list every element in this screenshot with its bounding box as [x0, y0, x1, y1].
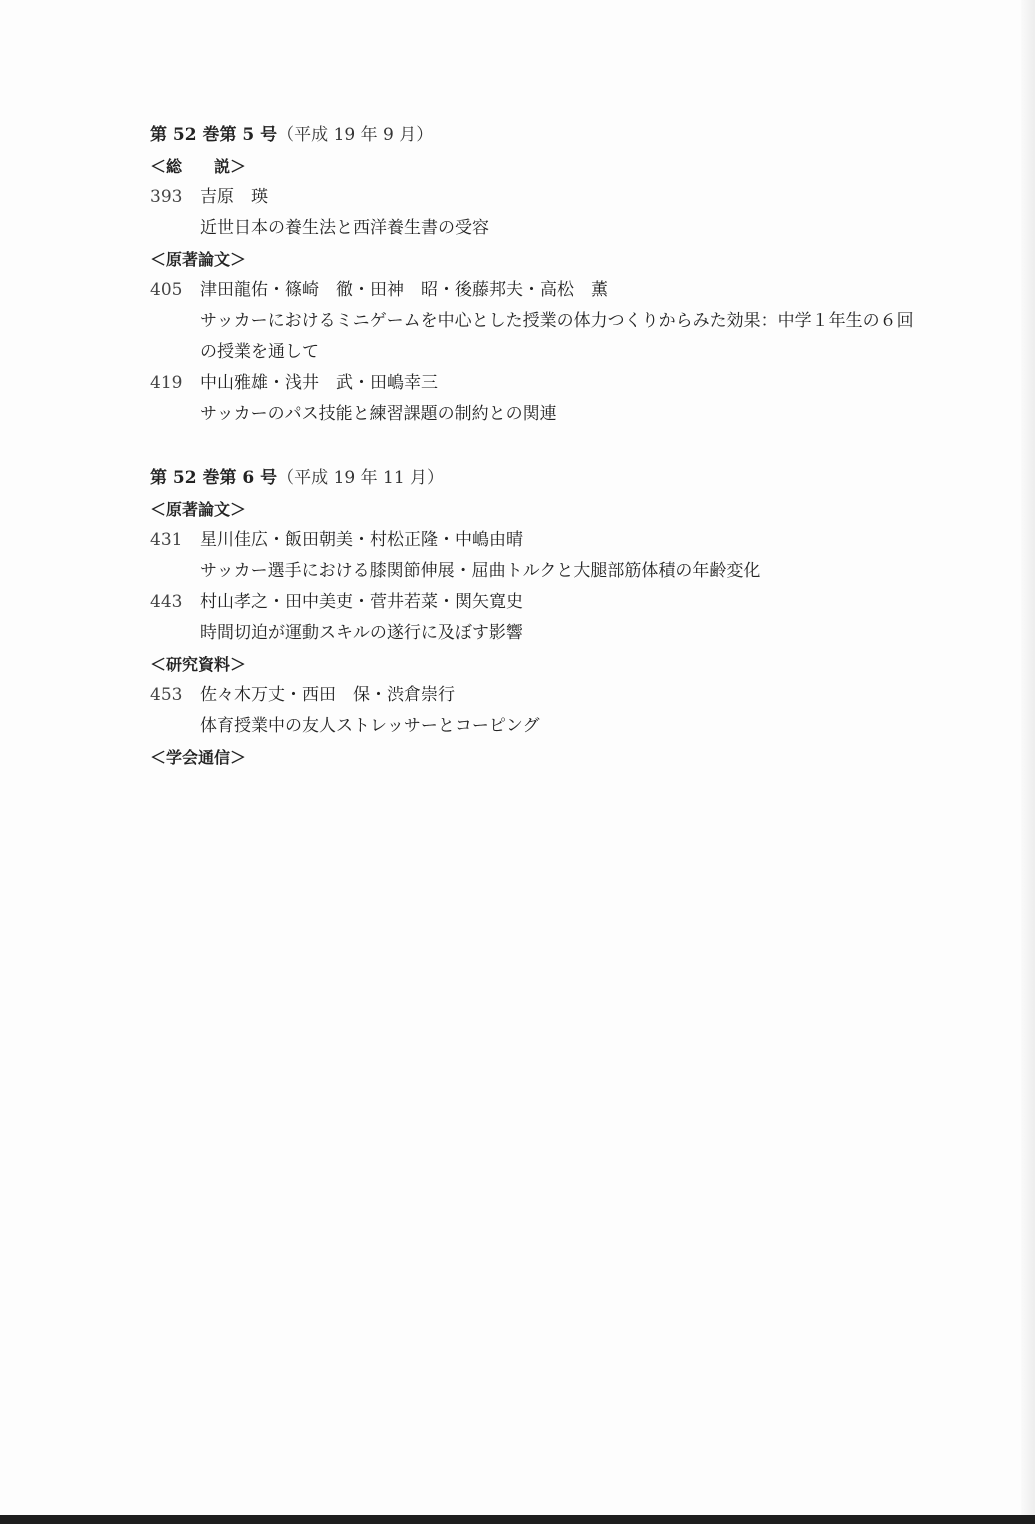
table-of-contents	[150, 120, 950, 806]
entry-authors: 村山孝之・田中美吏・菅井若菜・関矢寛史	[200, 592, 523, 612]
entry-title: 時間切迫が運動スキルの遂行に及ぼす影響	[200, 623, 523, 643]
entry-authors: 津田龍佑・篠崎 徹・田神 昭・後藤邦夫・高松 薫	[200, 280, 608, 300]
issue-block-52-5	[150, 120, 950, 430]
issue-heading	[150, 463, 950, 494]
issue-date: （平成 19 年 9 月）	[277, 125, 434, 145]
section-label: ＜学会通信＞	[150, 748, 247, 767]
entry-page-number: 453	[150, 685, 183, 705]
toc-entry	[150, 525, 950, 587]
entry-title: サッカーにおけるミニゲームを中心とした授業の体力つくりからみた効果：中学１年生の６回の授業を通して	[200, 311, 914, 362]
entry-authors: 中山雅雄・浅井 武・田嶋幸三	[200, 373, 438, 393]
issue-block-52-6	[150, 463, 950, 773]
toc-entry	[150, 587, 950, 649]
toc-entry	[150, 368, 950, 430]
section-label: ＜原著論文＞	[150, 500, 247, 519]
entry-page-number: 393	[150, 187, 183, 207]
entry-title: 近世日本の養生法と西洋養生書の受容	[200, 218, 489, 238]
section-label: ＜総 説＞	[150, 157, 247, 176]
page-edge-shadow	[1021, 0, 1035, 1524]
issue-volume-number: 第 52 巻第 6 号	[150, 468, 278, 488]
entry-page-number: 431	[150, 530, 183, 550]
toc-entry	[150, 275, 950, 368]
issue-volume-number: 第 52 巻第 5 号	[150, 125, 278, 145]
section-label: ＜研究資料＞	[150, 655, 247, 674]
entry-authors: 星川佳広・飯田朝美・村松正隆・中嶋由晴	[200, 530, 523, 550]
entry-title: サッカー選手における膝関節伸展・屈曲トルクと大腿部筋体積の年齢変化	[200, 561, 761, 581]
entry-page-number: 419	[150, 373, 183, 393]
issue-date: （平成 19 年 11 月）	[277, 468, 445, 488]
issue-heading	[150, 120, 950, 151]
toc-entry	[150, 182, 950, 244]
page-bottom-edge	[0, 1515, 1035, 1524]
entry-authors: 佐々木万丈・西田 保・渋倉崇行	[200, 685, 455, 705]
entry-page-number: 443	[150, 592, 183, 612]
section-label: ＜原著論文＞	[150, 250, 247, 269]
entry-title: 体育授業中の友人ストレッサーとコーピング	[200, 716, 540, 736]
toc-entry	[150, 680, 950, 742]
entry-page-number: 405	[150, 280, 183, 300]
entry-authors: 吉原 瑛	[200, 187, 268, 207]
entry-title: サッカーのパス技能と練習課題の制約との関連	[200, 404, 557, 424]
